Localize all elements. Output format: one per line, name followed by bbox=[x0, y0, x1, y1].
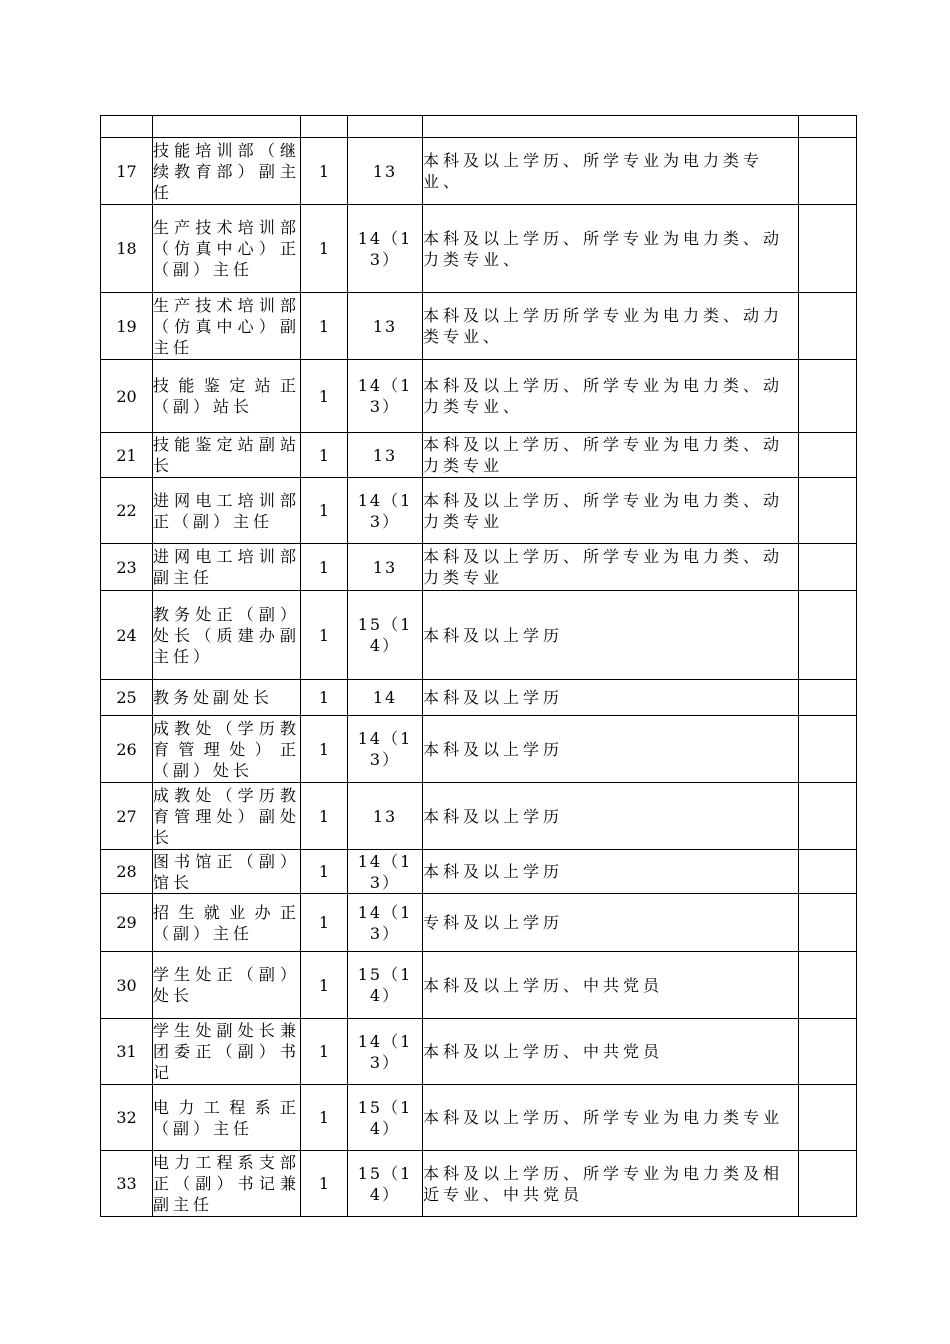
note-cell bbox=[799, 680, 857, 716]
position-count: 1 bbox=[301, 293, 348, 360]
position-level: 13 bbox=[348, 433, 423, 478]
position-name: 学生处正（副）处长 bbox=[153, 952, 301, 1019]
position-count: 1 bbox=[301, 716, 348, 783]
table-row bbox=[101, 293, 857, 360]
position-level: 13 bbox=[348, 544, 423, 591]
table-row bbox=[101, 894, 857, 952]
position-count: 1 bbox=[301, 433, 348, 478]
position-count: 1 bbox=[301, 138, 348, 205]
position-level: 14 bbox=[348, 680, 423, 716]
position-count: 1 bbox=[301, 680, 348, 716]
requirement-text: 本科及以上学历、中共党员 bbox=[423, 1019, 799, 1085]
note-cell bbox=[799, 433, 857, 478]
note-cell bbox=[799, 850, 857, 894]
note-cell bbox=[799, 478, 857, 544]
note-cell bbox=[799, 360, 857, 433]
requirement-text: 本科及以上学历 bbox=[423, 716, 799, 783]
position-name: 电力工程系支部正（副）书记兼副主任 bbox=[153, 1151, 301, 1217]
row-number: 23 bbox=[101, 544, 153, 591]
position-count: 1 bbox=[301, 1151, 348, 1217]
row-number: 28 bbox=[101, 850, 153, 894]
position-name: 生产技术培训部（仿真中心）副主任 bbox=[153, 293, 301, 360]
row-number: 18 bbox=[101, 205, 153, 293]
requirement-text: 本科及以上学历、所学专业为电力类、动力类专业、 bbox=[423, 360, 799, 433]
table-row bbox=[101, 433, 857, 478]
table-row bbox=[101, 138, 857, 205]
position-level: 13 bbox=[348, 783, 423, 850]
position-level: 15（14） bbox=[348, 1151, 423, 1217]
table-row bbox=[101, 783, 857, 850]
requirement-text: 本科及以上学历、所学专业为电力类、动力类专业、 bbox=[423, 205, 799, 293]
requirement-text: 本科及以上学历 bbox=[423, 850, 799, 894]
blank-cell bbox=[101, 116, 153, 138]
row-number: 29 bbox=[101, 894, 153, 952]
position-count: 1 bbox=[301, 952, 348, 1019]
requirement-text: 本科及以上学历、所学专业为电力类专业 bbox=[423, 1085, 799, 1151]
note-cell bbox=[799, 1151, 857, 1217]
requirement-text: 本科及以上学历所学专业为电力类、动力类专业、 bbox=[423, 293, 799, 360]
position-level: 14（13） bbox=[348, 850, 423, 894]
position-name: 电力工程系正（副）主任 bbox=[153, 1085, 301, 1151]
position-name: 技能鉴定站副站长 bbox=[153, 433, 301, 478]
position-count: 1 bbox=[301, 544, 348, 591]
table-row bbox=[101, 360, 857, 433]
requirement-text: 本科及以上学历 bbox=[423, 680, 799, 716]
position-name: 进网电工培训部副主任 bbox=[153, 544, 301, 591]
note-cell bbox=[799, 138, 857, 205]
position-count: 1 bbox=[301, 205, 348, 293]
header-blank-row bbox=[101, 116, 857, 138]
position-count: 1 bbox=[301, 1085, 348, 1151]
row-number: 19 bbox=[101, 293, 153, 360]
row-number: 26 bbox=[101, 716, 153, 783]
row-number: 33 bbox=[101, 1151, 153, 1217]
position-name: 图书馆正（副）馆长 bbox=[153, 851, 300, 892]
note-cell bbox=[799, 1085, 857, 1151]
position-name: 招生就业办正（副）主任 bbox=[153, 894, 301, 952]
row-number: 31 bbox=[101, 1019, 153, 1085]
table-body bbox=[101, 116, 857, 1217]
row-number: 32 bbox=[101, 1085, 153, 1151]
position-count: 1 bbox=[301, 591, 348, 680]
position-level: 15（14） bbox=[348, 1085, 423, 1151]
row-number: 20 bbox=[101, 360, 153, 433]
position-count: 1 bbox=[301, 478, 348, 544]
blank-cell bbox=[799, 116, 857, 138]
position-count: 1 bbox=[301, 894, 348, 952]
position-name: 进网电工培训部正（副）主任 bbox=[153, 478, 301, 544]
position-level: 14（13） bbox=[348, 478, 423, 544]
note-cell bbox=[799, 783, 857, 850]
table-row bbox=[101, 1151, 857, 1217]
table-row bbox=[101, 478, 857, 544]
position-level: 13 bbox=[348, 138, 423, 205]
position-count: 1 bbox=[301, 850, 348, 894]
position-level: 14（13） bbox=[348, 1019, 423, 1085]
position-level: 14（13） bbox=[348, 894, 423, 952]
document-page bbox=[100, 115, 856, 1217]
note-cell bbox=[799, 205, 857, 293]
note-cell bbox=[799, 716, 857, 783]
position-level: 14（13） bbox=[348, 205, 423, 293]
note-cell bbox=[799, 952, 857, 1019]
row-number: 22 bbox=[101, 478, 153, 544]
position-name: 学生处副处长兼团委正（副）书记 bbox=[153, 1019, 301, 1085]
blank-cell bbox=[153, 116, 301, 138]
row-number: 21 bbox=[101, 433, 153, 478]
position-level: 14（13） bbox=[348, 716, 423, 783]
position-level: 13 bbox=[348, 293, 423, 360]
blank-cell bbox=[301, 116, 348, 138]
position-name: 教务处正（副）处长（质建办副主任） bbox=[153, 591, 301, 680]
table-row bbox=[101, 850, 857, 894]
position-name: 技能培训部（继续教育部）副主任 bbox=[153, 138, 301, 205]
requirement-text: 本科及以上学历、所学专业为电力类、动力类专业 bbox=[423, 433, 799, 478]
position-name: 生产技术培训部（仿真中心）正（副）主任 bbox=[153, 205, 301, 293]
table-row bbox=[101, 591, 857, 680]
position-count: 1 bbox=[301, 360, 348, 433]
requirement-text: 本科及以上学历、所学专业为电力类专业、 bbox=[423, 138, 799, 205]
requirement-text: 本科及以上学历 bbox=[423, 783, 799, 850]
blank-cell bbox=[348, 116, 423, 138]
table-row bbox=[101, 1019, 857, 1085]
row-number: 17 bbox=[101, 138, 153, 205]
position-count: 1 bbox=[301, 783, 348, 850]
note-cell bbox=[799, 544, 857, 591]
requirement-text: 本科及以上学历 bbox=[423, 591, 799, 680]
position-level: 14（13） bbox=[348, 360, 423, 433]
requirement-text: 本科及以上学历、所学专业为电力类及相近专业、中共党员 bbox=[423, 1151, 799, 1217]
table-row bbox=[101, 544, 857, 591]
position-name: 成教处（学历教育管理处）副处长 bbox=[153, 783, 301, 850]
position-count: 1 bbox=[301, 1019, 348, 1085]
row-number: 27 bbox=[101, 783, 153, 850]
table-row bbox=[101, 205, 857, 293]
note-cell bbox=[799, 1019, 857, 1085]
note-cell bbox=[799, 894, 857, 952]
requirement-text: 本科及以上学历、所学专业为电力类、动力类专业 bbox=[423, 478, 799, 544]
row-number: 30 bbox=[101, 952, 153, 1019]
position-name: 技能鉴定站正（副）站长 bbox=[153, 360, 301, 433]
table-row bbox=[101, 680, 857, 716]
requirement-text: 专科及以上学历 bbox=[423, 894, 799, 952]
table-row bbox=[101, 1085, 857, 1151]
row-number: 25 bbox=[101, 680, 153, 716]
table-row bbox=[101, 952, 857, 1019]
position-table bbox=[100, 115, 857, 1217]
row-number: 24 bbox=[101, 591, 153, 680]
position-name: 成教处（学历教育管理处）正（副）处长 bbox=[153, 716, 301, 783]
requirement-text: 本科及以上学历、所学专业为电力类、动力类专业 bbox=[423, 544, 799, 591]
table-row bbox=[101, 716, 857, 783]
blank-cell bbox=[423, 116, 799, 138]
note-cell bbox=[799, 591, 857, 680]
requirement-text: 本科及以上学历、中共党员 bbox=[423, 952, 799, 1019]
position-level: 15（14） bbox=[348, 952, 423, 1019]
note-cell bbox=[799, 293, 857, 360]
position-level: 15（14） bbox=[348, 591, 423, 680]
position-name: 教务处副处长 bbox=[153, 680, 301, 716]
